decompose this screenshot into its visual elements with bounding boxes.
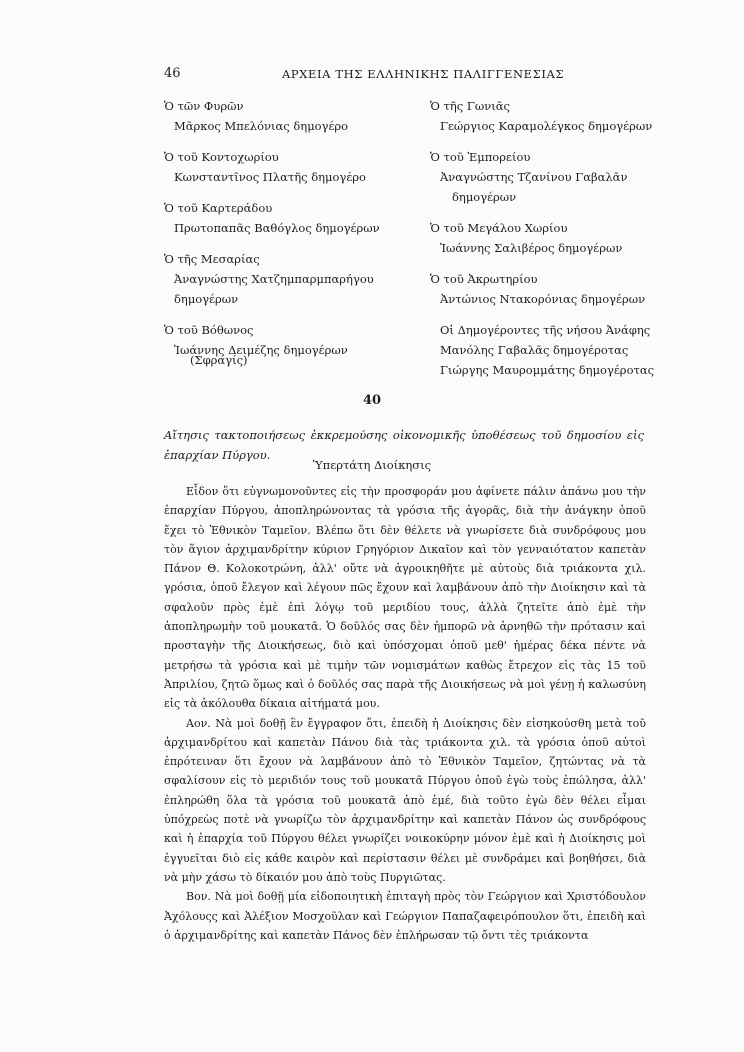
- signatory-place: Ὁ τοῦ Μεγάλου Χωρίου: [430, 221, 568, 235]
- signatory-entry: [430, 218, 670, 258]
- signatory-place: Ὁ τοῦ Καρτεράδου: [164, 201, 273, 215]
- signatory-place: Ὁ τῆς Μεσαρίας: [164, 252, 260, 266]
- signatory-name: Ἰωάννης Σαλιβέρος δημογέρων: [440, 241, 623, 255]
- signatories-left-column: [164, 96, 404, 371]
- signatory-entry: [430, 96, 670, 136]
- signatory-name-continued: δημογέρων: [174, 292, 239, 306]
- signatory-name: Γεώργιος Καραμολέγκος δημογέρων: [440, 119, 653, 133]
- signatory-place: Ὁ τοῦ Ἐμπορείου: [430, 150, 531, 164]
- signatories-right-column: [430, 96, 670, 380]
- signatory-name: Ἀναγνώστης Χατζημπαρμπαρήγου: [174, 272, 374, 286]
- body-paragraph: Εἶδον ὅτι εὐγνωμονοῦντες εἰς τὴν προσφοράν μου ἀφίνετε πάλιν ἀπάνω μου τὴν ἐπαρχίαν Πύργου, ἀποπληρώνοντας τὰ γρόσια τῆς ἀγορᾶς, διὰ τὴν ἀνάγκην ὁποῦ ἔχει τὸ Ἐθνικὸν Ταμεῖον. Βλέπω ὅτι δὲν θέλετε νὰ γνωρίσετε διὰ συνδρόφους μου τὸν ἅγιον ἀρχιμανδρίτην κύριον Γρηγόριον Δικαῖον καὶ τὸν γενναιότατον καπετὰν Πάνον Θ. Κολοκοτρώνη, ἀλλ' οὔτε νὰ ἀγροικηθῆτε μὲ αὐτοὺς διὰ τριάκοντα χιλ. γρόσια, ὁποῦ ἔλεγον καὶ λέγουν πῶς ἔχουν καὶ λαμβάνουν ἀπὸ τὴν Διοίκησιν καὶ τὰ σφαλοῦν πρὸς ἐμὲ ἐπὶ λόγῳ τοῦ μεριδίου τους, ἀλλὰ ζητεῖτε ἀπὸ ἐμὲ τὴν ἀποπληρωμὴν τοῦ μουκατᾶ. Ὁ δοῦλός σας δὲν ἠμπορῶ νὰ ἀρνηθῶ τὴν πρότασιν καὶ προσταγὴν τῆς Διοικήσεως, διὸ καὶ ὑπόσχομαι ὁποῦ μεθ' ἡμέρας δέκα πέντε νὰ μετρήσω τὰ γρόσια καὶ μὲ τιμὴν τῶν νομισμάτων καθὼς ἔτρεχον εἰς τὰς 15 τοῦ Ἀπριλίου, ζητῶ ὅμως καὶ ὁ δοῦλός σας παρὰ τῆς Διοικήσεως νὰ μοὶ γένῃ ἡ καλωσύνη εἰς τὰ ἀκόλουθα δίκαια αἰτήματά μου.: [164, 485, 646, 711]
- anafi-heading: Οἱ Δημογέροντες τῆς νήσου Ἀνάφης: [440, 323, 651, 337]
- seal-note: (Σφραγίς): [190, 353, 248, 367]
- signatory-name: Ἰωάννης Δειμέζης δημογέρων: [174, 343, 348, 357]
- page-number: 46: [164, 66, 181, 81]
- signatory-place: Ὁ τοῦ Ἀκρωτηρίου: [430, 272, 538, 286]
- signatory-name-continued: δημογέρων: [452, 190, 517, 204]
- signatory-place: Ὁ τῆς Γωνιᾶς: [430, 99, 510, 113]
- document-number: 40: [362, 393, 382, 408]
- running-title: ΑΡΧΕΙΑ ΤΗΣ ΕΛΛΗΝΙΚΗΣ ΠΑΛΙΓΓΕΝΕΣΙΑΣ: [282, 67, 565, 81]
- body-paragraph: Αον. Νὰ μοὶ δοθῇ ἓν ἔγγραφον ὅτι, ἐπειδὴ ἡ Διοίκησις δὲν εἰσηκούσθη μετὰ τοῦ ἀρχιμανδρίτου καὶ καπετὰν Πάνου διὰ τὰς τριάκοντα χιλ. τὰ γρόσια ὁποῦ αὐτοὶ ἐπρότειναν ὅτι ἔχουν νὰ λαμβάνουν ἀπὸ τὸ Ἐθνικὸν Ταμεῖον, ζητώντας νὰ τὰ σφαλίσουν εἰς τὸ μεριδιόν τους τοῦ μουκατᾶ Πύργου ὁποῦ ἐγὼ τοὺς ἐπώλησα, ἀλλ' ἐπληρώθη ὅλα τὰ γρόσια τοῦ μουκατᾶ ἀπὸ ἐμέ, διὰ τοῦτο ἐγὼ δὲν θέλει εἶμαι ὑπόχρεὼς ποτὲ νὰ γνωρίζω τὸν ἀρχιμανδρίτην καὶ καπετὰν Πάνον ὡς συνδρόφους καὶ ἡ ἐπαρχία τοῦ Πύργου θέλει γνωρίζει νοικοκύρην μόνον ἐμὲ καὶ ἡ Διοίκησις μοὶ ἐγγυεῖται διὸ εἰς κάθε καιρὸν καὶ περίστασιν θέλει μὲ συνδράμει καὶ βοηθήσει, διὰ νὰ μὴν χάσω τὸ δίκαιόν μου ἀπὸ τοὺς Πυργιῶτας.: [164, 716, 646, 884]
- signatory-name: Ἀναγνώστης Τζανίνου Γαβαλᾶν: [440, 170, 628, 184]
- signatory-name: Μᾶρκος Μπελόνιας δημογέρο: [174, 119, 349, 133]
- signatory-entry: [430, 269, 670, 309]
- body-paragraph: Βον. Νὰ μοὶ δοθῇ μία εἰδοποιητικὴ ἐπιταγὴ πρὸς τὸν Γεώργιον καὶ Χριστόδουλον Ἀχόλουςς καὶ Ἀλέξιον Μοσχοῦλαν καὶ Γεώργιον Παπαζαφειρόπουλον ὅτι, ἐπειδὴ καὶ ὁ ἀρχιμανδρίτης καὶ καπετὰν Πάνος δὲν ἐπλήρωσαν τῷ ὄντι τὲς τριάκοντα: [164, 890, 646, 942]
- signatory-entry: [164, 249, 404, 309]
- signatory-entry: [164, 147, 404, 187]
- signatory-name: Κωνσταντῖνος Πλατῆς δημογέρο: [174, 170, 366, 184]
- signatory-name: Πρωτοπαπᾶς Βαθόγλος δημογέρων: [174, 221, 380, 235]
- signatory-entry: [430, 147, 670, 207]
- anafi-signer: Μανόλης Γαβαλᾶς δημογέροτας: [440, 343, 629, 357]
- signatory-entry: [164, 198, 404, 238]
- signatory-place: Ὁ τῶν Φυρῶν: [164, 99, 244, 113]
- document-title: Αἴτησις τακτοποιήσεως ἐκκρεμούσης οἰκονομικῆς ὑποθέσεως τοῦ δημοσίου εἰς ἐπαρχίαν Πύργου.: [164, 428, 644, 462]
- document-body: [164, 482, 646, 945]
- signatory-place: Ὁ τοῦ Βόθωνος: [164, 323, 254, 337]
- signatory-entry: [164, 96, 404, 136]
- salutation: Ὑπερτάτη Διοίκησις: [312, 458, 432, 472]
- anafi-signer: Γιώργης Μαυρομμάτης δημογέροτας: [440, 363, 655, 377]
- anafi-signatories: [430, 320, 670, 380]
- page-header: [164, 66, 634, 84]
- signatory-name: Ἀντώνιος Ντακορόνιας δημογέρων: [440, 292, 646, 306]
- signatory-place: Ὁ τοῦ Κοντοχωρίου: [164, 150, 279, 164]
